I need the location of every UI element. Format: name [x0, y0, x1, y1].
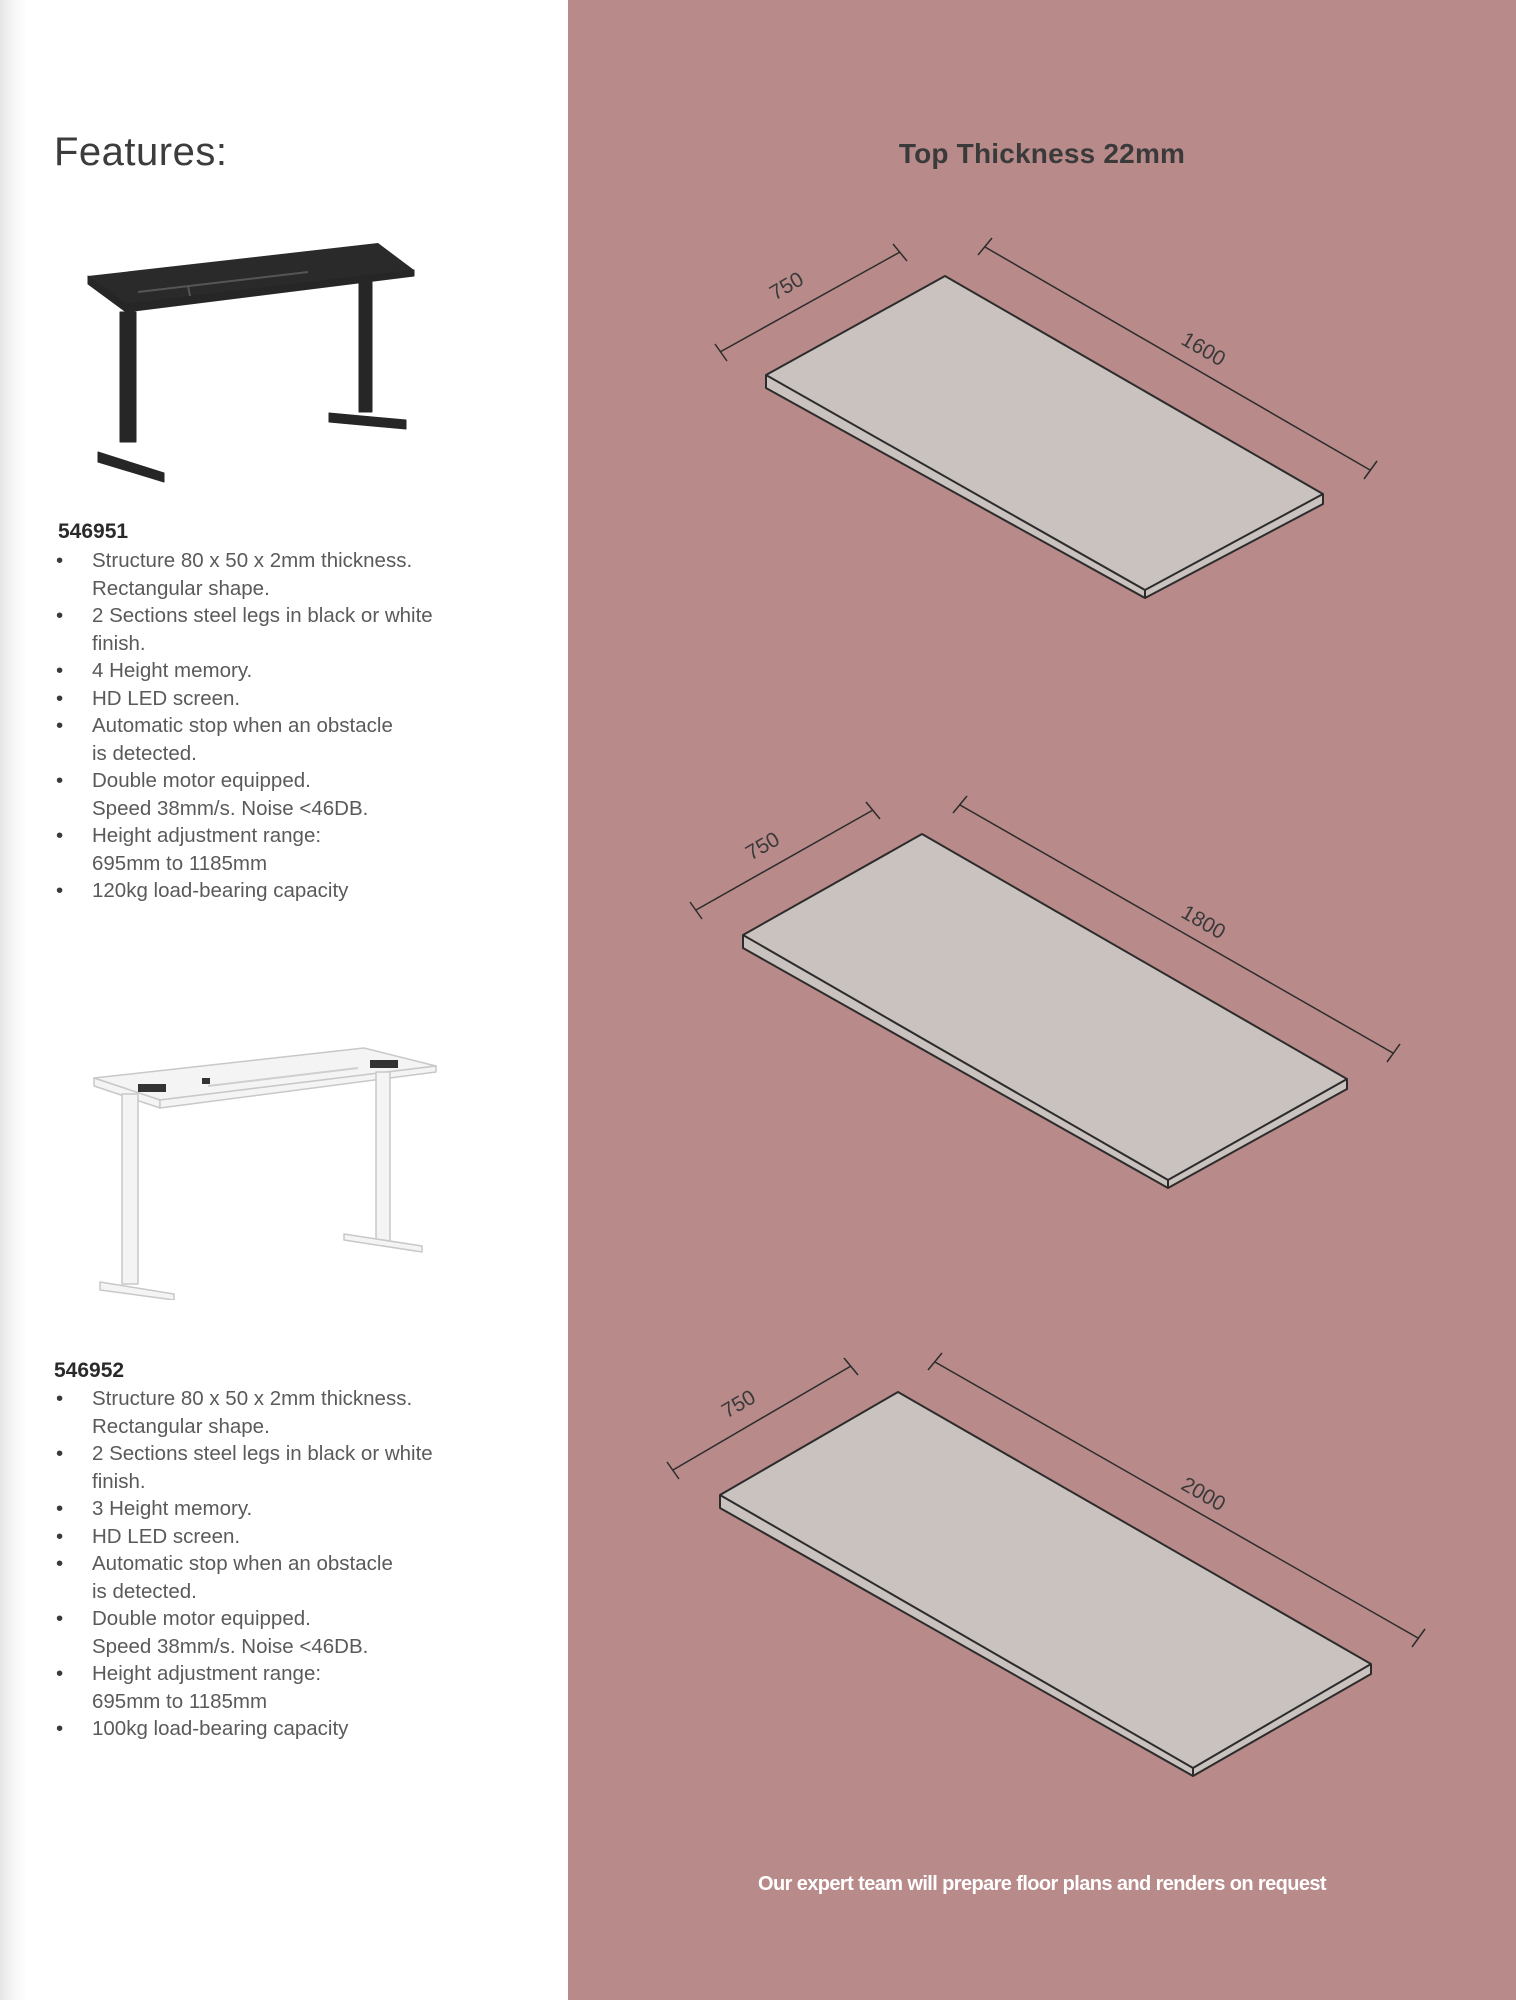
product-code: 546951 — [58, 520, 129, 543]
feature-item: • HD LED screen. — [54, 685, 494, 713]
feature-item: • Double motor equipped. Speed 38mm/s. Noise <46DB. — [54, 767, 494, 822]
features-heading: Features: — [54, 130, 228, 174]
depth-label-2: 750 — [741, 827, 784, 866]
depth-label-3: 750 — [717, 1385, 760, 1424]
feature-item: • Automatic stop when an obstacle is detected. — [54, 712, 494, 767]
feature-item: • Structure 80 x 50 x 2mm thickness. Rectangular shape. — [54, 1385, 494, 1440]
length-label-1: 1600 — [1177, 327, 1230, 372]
product-code: 546952 — [54, 1359, 125, 1382]
desktop-top-1 — [715, 238, 1377, 598]
desktop-top-2 — [690, 796, 1400, 1188]
depth-label-1: 750 — [765, 267, 808, 306]
top-thickness-heading: Top Thickness 22mm — [898, 138, 1186, 169]
feature-item: • HD LED screen. — [54, 1523, 494, 1551]
feature-item: • 4 Height memory. — [54, 657, 494, 685]
feature-item: • 3 Height memory. — [54, 1495, 494, 1523]
feature-item: • 2 Sections steel legs in black or white finish. — [54, 602, 494, 657]
feature-item: • Structure 80 x 50 x 2mm thickness. Rectangular shape. — [54, 547, 494, 602]
feature-item: • 100kg load-bearing capacity — [54, 1715, 494, 1743]
feature-item: • Height adjustment range: 695mm to 1185mm — [54, 1660, 494, 1715]
feature-item: • Height adjustment range: 695mm to 1185mm — [54, 822, 494, 877]
length-label-2: 1800 — [1177, 900, 1230, 945]
footer-note: Our expert team will prepare floor plans and renders on request — [758, 1873, 1326, 1895]
feature-item: • Double motor equipped. Speed 38mm/s. Noise <46DB. — [54, 1605, 494, 1660]
length-label-3: 2000 — [1177, 1472, 1230, 1517]
feature-item: • 2 Sections steel legs in black or white finish. — [54, 1440, 494, 1495]
desktop-top-3 — [667, 1353, 1425, 1776]
feature-item: • Automatic stop when an obstacle is detected. — [54, 1550, 494, 1605]
feature-item: • 120kg load-bearing capacity — [54, 877, 494, 905]
